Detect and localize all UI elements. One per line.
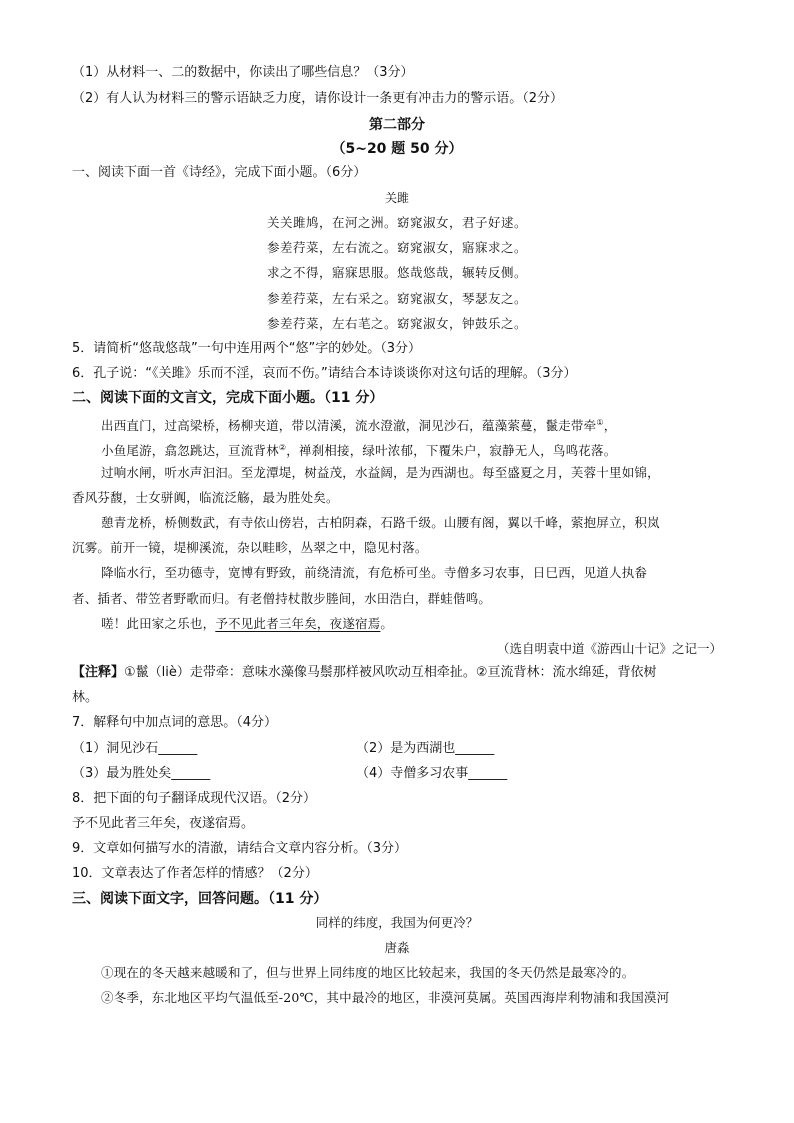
question-1: （1）从材料一、二的数据中，你读出了哪些信息？（3分）: [72, 65, 414, 80]
passage-line: 香风芬馥，士女骈阗，临流泛觞，最为胜处矣。: [72, 490, 339, 505]
part-title: 第二部分: [369, 117, 425, 133]
annotation: [72, 663, 657, 683]
passage-source: （选自明袁中道《游西山十记》之记一）: [496, 641, 722, 656]
question-6: 6．孔子说：“《关雎》乐而不淫，哀而不伤。”请结合本诗谈谈你对这句话的理解。（3分）: [72, 366, 577, 381]
passage-line: [101, 438, 616, 461]
question-7-3: （3）最为胜处矣______: [72, 766, 211, 781]
passage-text: ，: [603, 418, 617, 434]
annotation-label: 【注释】: [72, 665, 125, 680]
question-8: 8．把下面的句子翻译成现代汉语。（2分）: [72, 791, 317, 806]
article-paragraph: ②冬季，东北地区平均气温低至-20℃，其中最冷的地区，非漠河莫属。英国西海岸利物浦和我国漠河: [101, 990, 670, 1005]
article-paragraph: ①现在的冬天越来越暖和了，但与世界上同纬度的地区比较起来，我国的冬天仍然是最寒冷的。: [101, 965, 635, 980]
question-8-text: 予不见此者三年矣，夜遂宿焉。: [72, 816, 255, 831]
question-10: 10．文章表达了作者怎样的情感？（2分）: [72, 866, 318, 881]
question-7-4: （4）寺僧多习农事______: [356, 766, 508, 781]
question-9: 9．文章如何描写水的清澈，请结合文章内容分析。（3分）: [72, 841, 408, 856]
question-5: 5．请简析“悠哉悠哉”一句中连用两个“悠”字的妙处。（3分）: [72, 341, 421, 356]
question-7-1: （1）洞见沙石______: [72, 741, 198, 756]
annotation-cont: 林。: [72, 690, 99, 705]
footnote-mark: ②: [278, 443, 287, 452]
passage-line: 过响水闸，听水声汩汩。至龙潭堤，树益茂，水益阔，是为西湖也。每至盛夏之月，芙蓉十里如锦，: [101, 465, 660, 480]
question-2: （2）有人认为材料三的警示语缺乏力度，请你设计一条更有冲击力的警示语。（2分）: [72, 91, 564, 106]
poem-line: 参差荇菜，左右流之。窈窕淑女，寤寐求之。: [266, 240, 527, 255]
passage-text: 嗟！此田家之乐也，: [101, 616, 216, 631]
passage-text: ，禅刹相接，绿叶浓郁，下覆朱户，寂静无人，鸟鸣花落。: [286, 443, 617, 459]
passage-line: [101, 614, 393, 634]
poem-line: 求之不得，寤寐思服。悠哉悠哉，辗转反侧。: [266, 265, 527, 280]
article-title: 同样的纬度，我国为何更冷？: [315, 915, 479, 930]
poem-line: 参差荇菜，左右芼之。窈窕淑女，钟鼓乐之。: [266, 316, 527, 331]
question-7: 7．解释句中加点词的意思。（4分）: [72, 715, 278, 730]
passage-line: 憩青龙桥，桥侧数武，有寺依山傍岩，古柏阴森，石路千级。山腰有阁，翼以千峰，萦抱屏立，积岚: [101, 515, 660, 530]
footnote-mark: ①: [596, 418, 604, 427]
passage-line: 者、插者、带笠者野歌而归。有老僧持杖散步塍间，水田浩白，群蛙偕鸣。: [72, 591, 492, 606]
passage-line: 降临水行，至功德寺，宽博有野致，前绕清流，有危桥可坐。寺僧多习农事，日巳西，见道人执畚: [101, 565, 648, 580]
passage-line: 沉雾。前开一镜，堤柳溪流，杂以畦畛，丛翠之中，隐见村落。: [72, 540, 428, 555]
section3-heading: 三、阅读下面文字，回答问题。（11 分）: [72, 891, 328, 907]
article-author: 唐淼: [384, 940, 410, 955]
question-7-2: （2）是为西湖也______: [356, 741, 495, 756]
section1-heading: 一、阅读下面一首《诗经》，完成下面小题。（6分）: [72, 165, 367, 180]
poem-line: 参差荇菜，左右采之。窈窕淑女，琴瑟友之。: [266, 291, 527, 306]
passage-text: 出西直门，过高梁桥，杨柳夹道，带以清溪，流水澄澈，洞见沙石，蕴藻萦蔓，鬣走带牵: [101, 418, 597, 434]
section2-heading: 二、阅读下面的文言文，完成下面小题。（11 分）: [72, 390, 384, 406]
poem-line: 关关雎鸠，在河之洲。窈窕淑女，君子好逑。: [266, 215, 527, 230]
part-subtitle: （5~20 题 50 分）: [331, 141, 463, 157]
poem-title: 关雎: [384, 191, 409, 205]
passage-text: 。: [380, 616, 394, 631]
passage-text: 小鱼尾游，翕忽跳达，亘流背林: [101, 443, 279, 459]
passage-line: [101, 413, 616, 436]
underlined-sentence: 予不见此者三年矣，夜遂宿焉: [215, 616, 381, 631]
annotation-text: ①鬣（liè）走带牵：意味水藻像马鬃那样被风吹动互相牵扯。②亘流背林：流水绵延，背依树: [124, 665, 657, 680]
